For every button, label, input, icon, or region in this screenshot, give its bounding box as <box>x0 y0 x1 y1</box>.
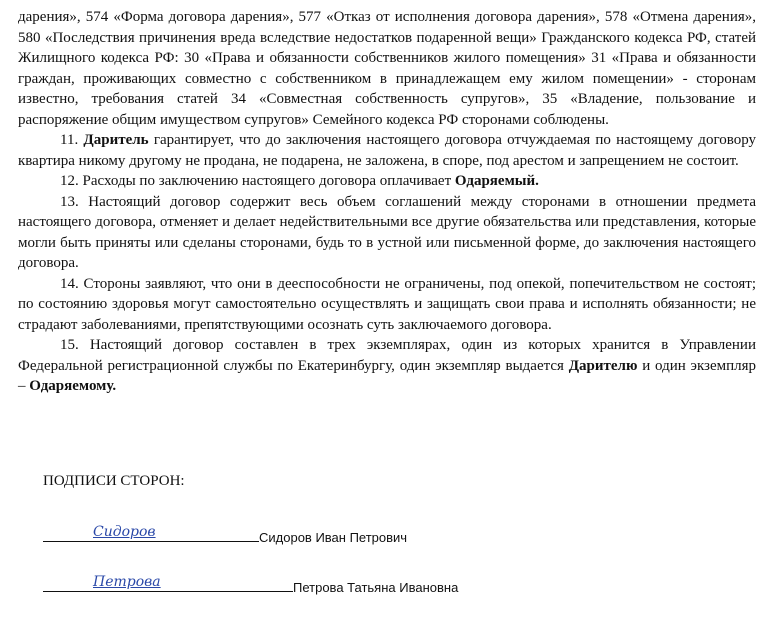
paragraph-12 <box>18 171 756 192</box>
signature-line <box>43 524 259 542</box>
handwritten-signature-donor: Сидоров <box>93 524 156 540</box>
term-donor-dative: Дарителю <box>568 357 638 374</box>
paragraph-13: 13. Настоящий договор содержит весь объем соглашений между сторонами в отношении предмета настоящего договора, отменяет и делает недействительными все другие обязательства или представления, которые могли быть приняты или сделаны сторонами, будь то в устной или письменной форме, до заключения настоящего договора. <box>18 193 756 271</box>
signature-line <box>43 574 293 592</box>
signature-row-donor <box>43 524 408 547</box>
signatory-name-recipient: Петрова Татьяна Ивановна <box>293 580 459 595</box>
paragraph-10-continuation: дарения», 574 «Форма договора дарения», 577 «Отказ от исполнения договора дарения», 578 «Отмена дарения», 580 «Последствия причинения вреда вследствие недостатков подаренной вещи» Гражданского кодекса РФ, статей Жилищного кодекса РФ: 30 «Права и обязанности собственников жилого помещения» 31 «Права и обязанности граждан, проживающих совместно с собственником в принадлежащем ему жилом помещении» - сторонам известно, требования статей 34 «Совместная собственность супругов», 35 «Владение, пользование и распоряжение общим имуществом супругов» Семейного кодекса РФ сторонами соблюдены. <box>18 9 756 128</box>
paragraph-11 <box>18 130 756 171</box>
term-donor: Даритель <box>83 132 149 148</box>
paragraph-15-and: и один экземпляр – <box>18 357 757 394</box>
signatures-heading: ПОДПИСИ СТОРОН: <box>43 473 185 489</box>
signatory-name-donor: Сидоров Иван Петрович <box>259 530 408 545</box>
contract-text <box>18 7 756 397</box>
term-recipient-dative: Одаряемому. <box>29 378 117 394</box>
paragraph-12-text: 12. Расходы по заключению настоящего договора оплачивает <box>60 173 452 189</box>
paragraph-11-number: 11. <box>60 132 79 148</box>
paragraph-11-text: гарантирует, что до заключения настоящего договора отчуждаемая по настоящему договору квартира никому другому не продана, не подарена, не заложена, в споре, под арестом и запрещением не состоит. <box>18 132 757 169</box>
paragraph-15-text: 15. Настоящий договор составлен в трех экземплярах, один из которых хранится в Управлении Федеральной регистрационной службы по Екатеринбургу, один экземпляр выдается <box>18 337 756 374</box>
term-recipient: Одаряемый. <box>454 173 539 189</box>
paragraph-14: 14. Стороны заявляют, что они в дееспособности не ограничены, под опекой, попечительством не состоят; по состоянию здоровья могут самостоятельно осуществлять и защищать свои права и исполнять обязанности; не страдают заболеваниями, препятствующими осознать суть заключаемого договора. <box>18 275 756 333</box>
handwritten-signature-recipient: Петрова <box>93 574 161 590</box>
paragraph-15 <box>18 335 756 397</box>
signature-row-recipient <box>43 574 459 597</box>
